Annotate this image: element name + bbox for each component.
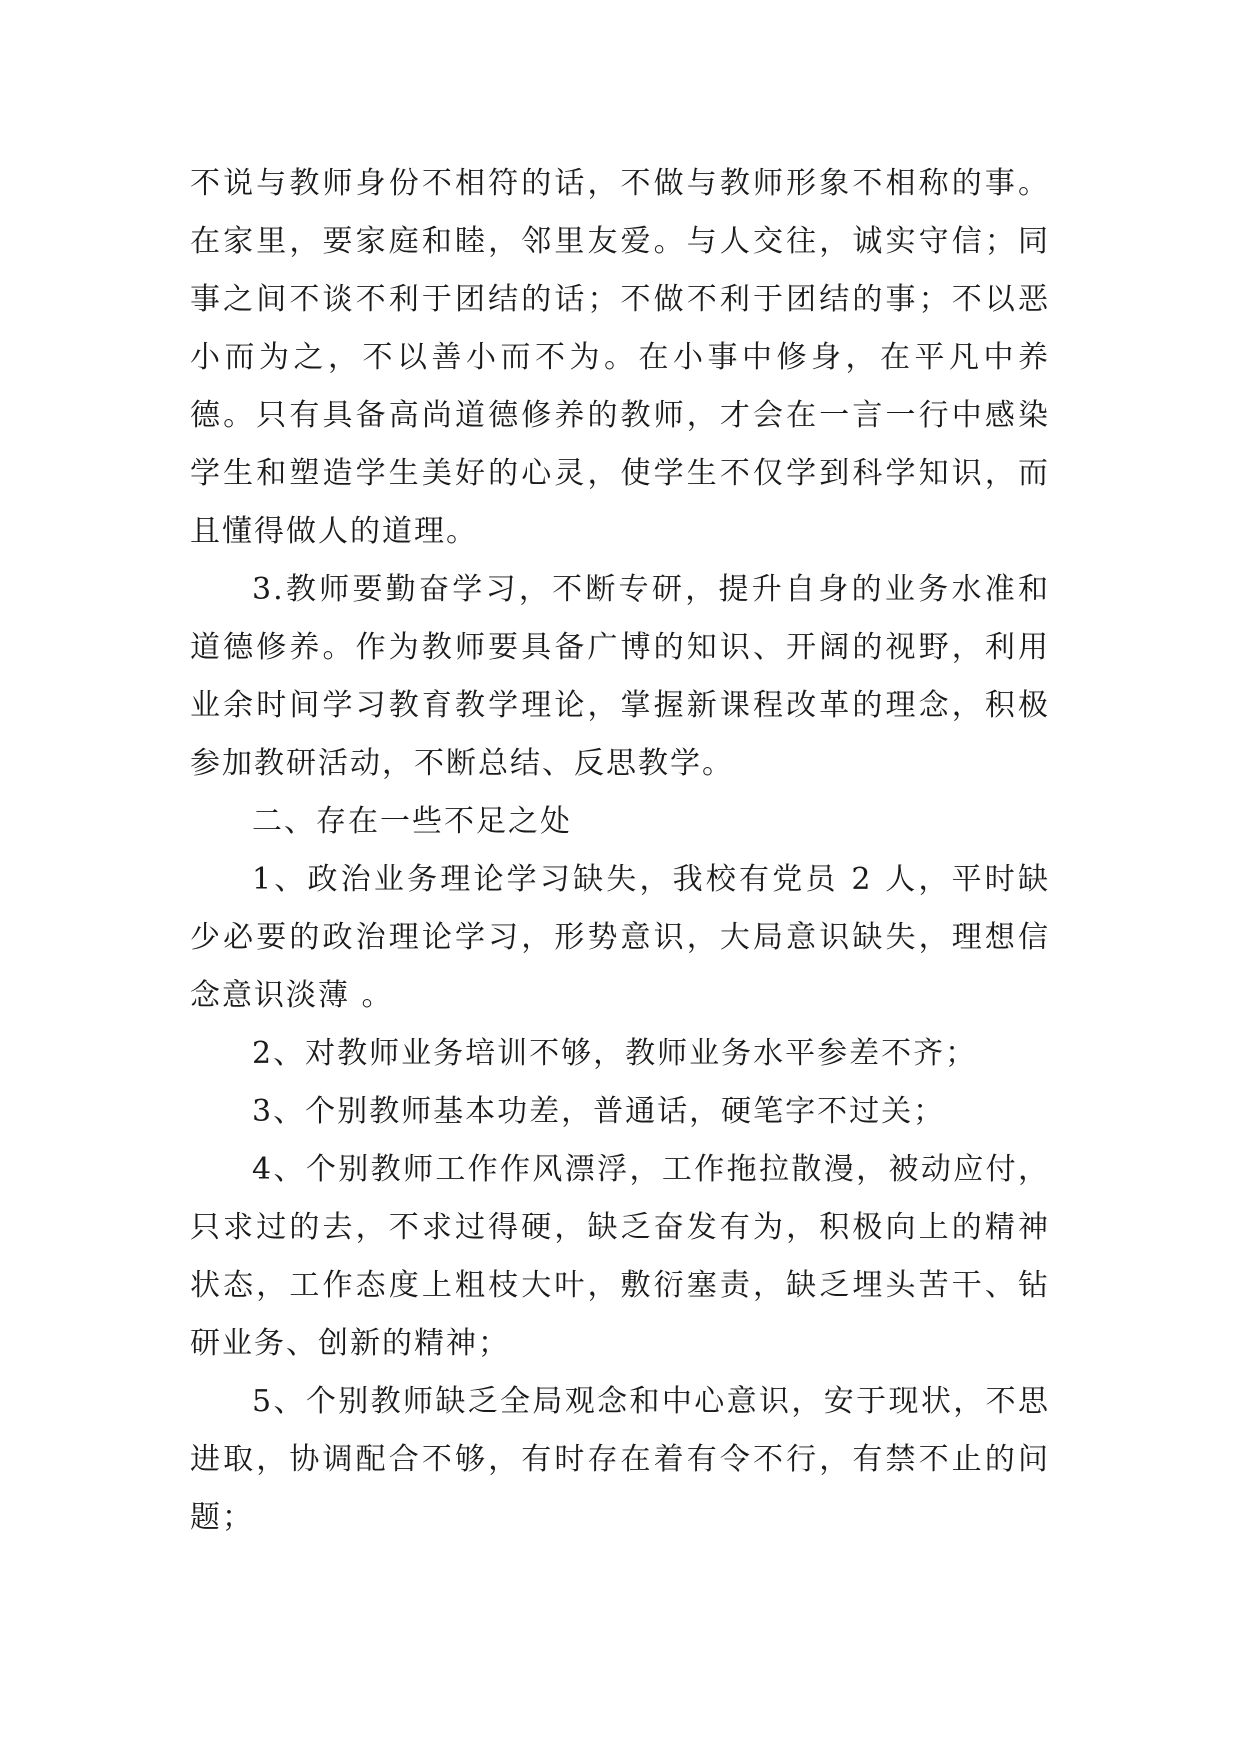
paragraph-item-3: 3.教师要勤奋学习，不断专研，提升自身的业务水准和道德修养。作为教师要具备广博的知识、开阔的视野，利用业余时间学习教育教学理论，掌握新课程改革的理念，积极参加教研活动，不断总结、反思教学。 bbox=[190, 572, 1050, 781]
paragraph-issue-2: 2、对教师业务培训不够，教师业务水平参差不齐； bbox=[252, 1036, 978, 1071]
paragraph-issue-3: 3、个别教师基本功差，普通话，硬笔字不过关； bbox=[252, 1094, 946, 1129]
document-body bbox=[190, 155, 1050, 1547]
paragraph-issue-1: 1、政治业务理论学习缺失，我校有党员 2 人，平时缺少必要的政治理论学习，形势意识，大局意识缺失，理想信念意识淡薄 。 bbox=[190, 862, 1050, 1013]
paragraph-issue-5: 5、个别教师缺乏全局观念和中心意识，安于现状，不思进取，协调配合不够，有时存在着有令不行，有禁不止的问题； bbox=[190, 1384, 1050, 1535]
paragraph-intro-continuation: 不说与教师身份不相符的话，不做与教师形象不相称的事。在家里，要家庭和睦，邻里友爱。与人交往，诚实守信；同事之间不谈不利于团结的话；不做不利于团结的事；不以恶小而为之，不以善小而不为。在小事中修身，在平凡中养德。只有具备高尚道德修养的教师，才会在一言一行中感染学生和塑造学生美好的心灵，使学生不仅学到科学知识，而且懂得做人的道理。 bbox=[190, 166, 1050, 549]
section-heading-shortcomings: 二、存在一些不足之处 bbox=[252, 804, 572, 839]
paragraph-issue-4: 4、个别教师工作作风漂浮，工作拖拉散漫，被动应付，只求过的去，不求过得硬，缺乏奋发有为，积极向上的精神状态，工作态度上粗枝大叶，敷衍塞责，缺乏埋头苦干、钻研业务、创新的精神； bbox=[190, 1152, 1050, 1361]
